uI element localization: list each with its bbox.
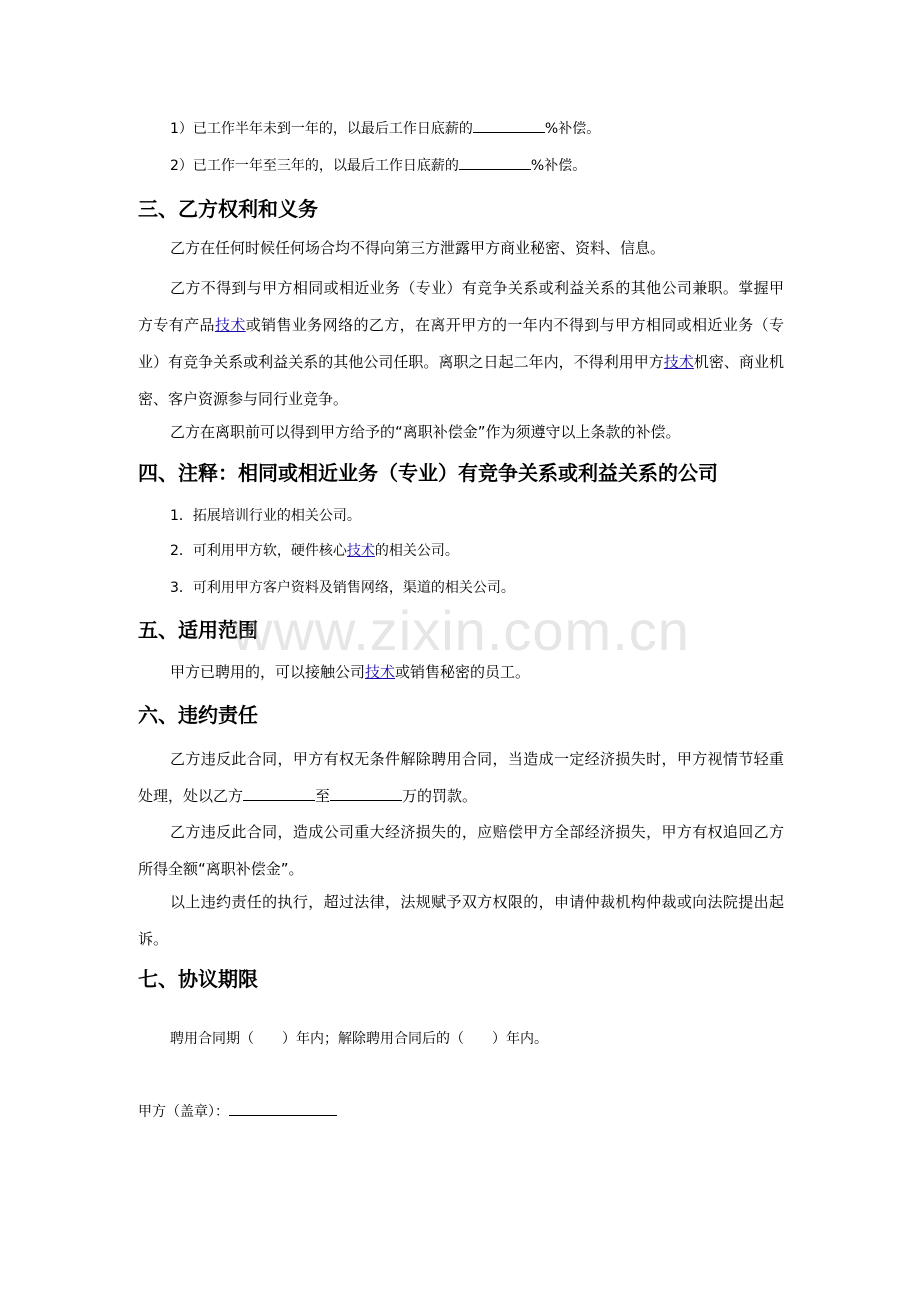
fine-min-blank	[243, 786, 315, 801]
section-4-item-1: 1．拓展培训行业的相关公司。	[170, 508, 361, 524]
section-7-term: 聘用合同期（ ）年内；解除聘用合同后的（ ）年内。	[170, 1031, 548, 1047]
section-7-heading: 七、协议期限	[138, 967, 258, 991]
tech-link-2[interactable]: 技术	[663, 353, 694, 371]
section-4-item-2	[170, 535, 816, 567]
section-5-heading: 五、适用范围	[138, 618, 258, 642]
section-6-para-1-text-a: 乙方违反此合同，甲方有权无条件解除聘用合同，当造成一定经济损失时，甲方视情节轻重处理，处以乙方	[138, 750, 784, 805]
section-6-para-3: 以上违约责任的执行，超过法律，法规赋予双方权限的，申请仲裁机构仲裁或向法院提出起诉。	[138, 893, 784, 948]
section-3-heading: 三、乙方权利和义务	[138, 197, 318, 221]
section-4-item-2-text-b: 的相关公司。	[374, 543, 459, 559]
section-6-heading: 六、违约责任	[138, 703, 258, 727]
section-3-para-1: 乙方在任何时候任何场合均不得向第三方泄露甲方商业秘密、资料、信息。	[170, 239, 666, 257]
watermark: www.zixin.com.cn	[232, 599, 690, 662]
section-5-para-text-a: 甲方已聘用的，可以接触公司	[170, 663, 366, 681]
section-4-item-2-text-a: 2．可利用甲方软，硬件核心	[170, 543, 347, 559]
section-3-para-2-text-c: 机密、商业机密、客户资源参与同行业竞争。	[138, 353, 784, 408]
section-3-para-3: 乙方在离职前可以得到甲方给予的“离职补偿金”作为须遵守以上条款的补偿。	[170, 423, 681, 441]
percent-blank-1	[473, 118, 545, 133]
section-4-item-3: 3．可利用甲方客户资料及销售网络，渠道的相关公司。	[170, 580, 515, 596]
compensation-item-2-text: 2）已工作一年至三年的，以最后工作日底薪的	[170, 158, 459, 174]
section-3-para-2-text-a: 乙方不得到与甲方相同或相近业务（专业）有竞争关系或利益关系的其他公司兼职。掌握甲方专有产品	[138, 279, 784, 334]
party-a-seal-blank	[229, 1101, 337, 1116]
compensation-item-1-suffix: %补偿。	[544, 121, 601, 137]
compensation-item-1-text: 1）已工作半年未到一年的，以最后工作日底薪的	[170, 121, 473, 137]
party-a-seal-label: 甲方（盖章）：	[138, 1104, 229, 1120]
tech-link-4[interactable]: 技术	[365, 663, 396, 681]
compensation-item-2	[170, 150, 816, 182]
fine-max-blank	[330, 786, 402, 801]
tech-link-3[interactable]: 技术	[346, 543, 375, 559]
section-6-para-1-text-b: 万的罚款。	[402, 787, 478, 805]
section-6-para-1-text-mid: 至	[315, 787, 331, 805]
compensation-item-2-suffix: %补偿。	[530, 158, 587, 174]
section-5-para-text-b: 或销售秘密的员工。	[395, 663, 531, 681]
compensation-item-1	[170, 113, 816, 145]
section-4-heading: 四、注释：相同或相近业务（专业）有竞争关系或利益关系的公司	[138, 461, 718, 485]
section-3-para-2-text-b: 或销售业务网络的乙方，在离开甲方的一年内不得到与甲方相同或相近业务（专业）有竞争关系或利益关系的其他公司任职。离职之日起二年内，不得利用甲方	[138, 316, 784, 371]
section-6-para-1	[138, 741, 784, 815]
percent-blank-2	[459, 155, 531, 170]
section-3-para-2	[138, 270, 784, 418]
signature-line	[138, 1096, 784, 1128]
tech-link-1[interactable]: 技术	[214, 316, 246, 334]
section-6-para-2: 乙方违反此合同，造成公司重大经济损失的，应赔偿甲方全部经济损失，甲方有权追回乙方所得全额“离职补偿金”。	[138, 823, 784, 878]
section-5-para	[138, 656, 784, 688]
